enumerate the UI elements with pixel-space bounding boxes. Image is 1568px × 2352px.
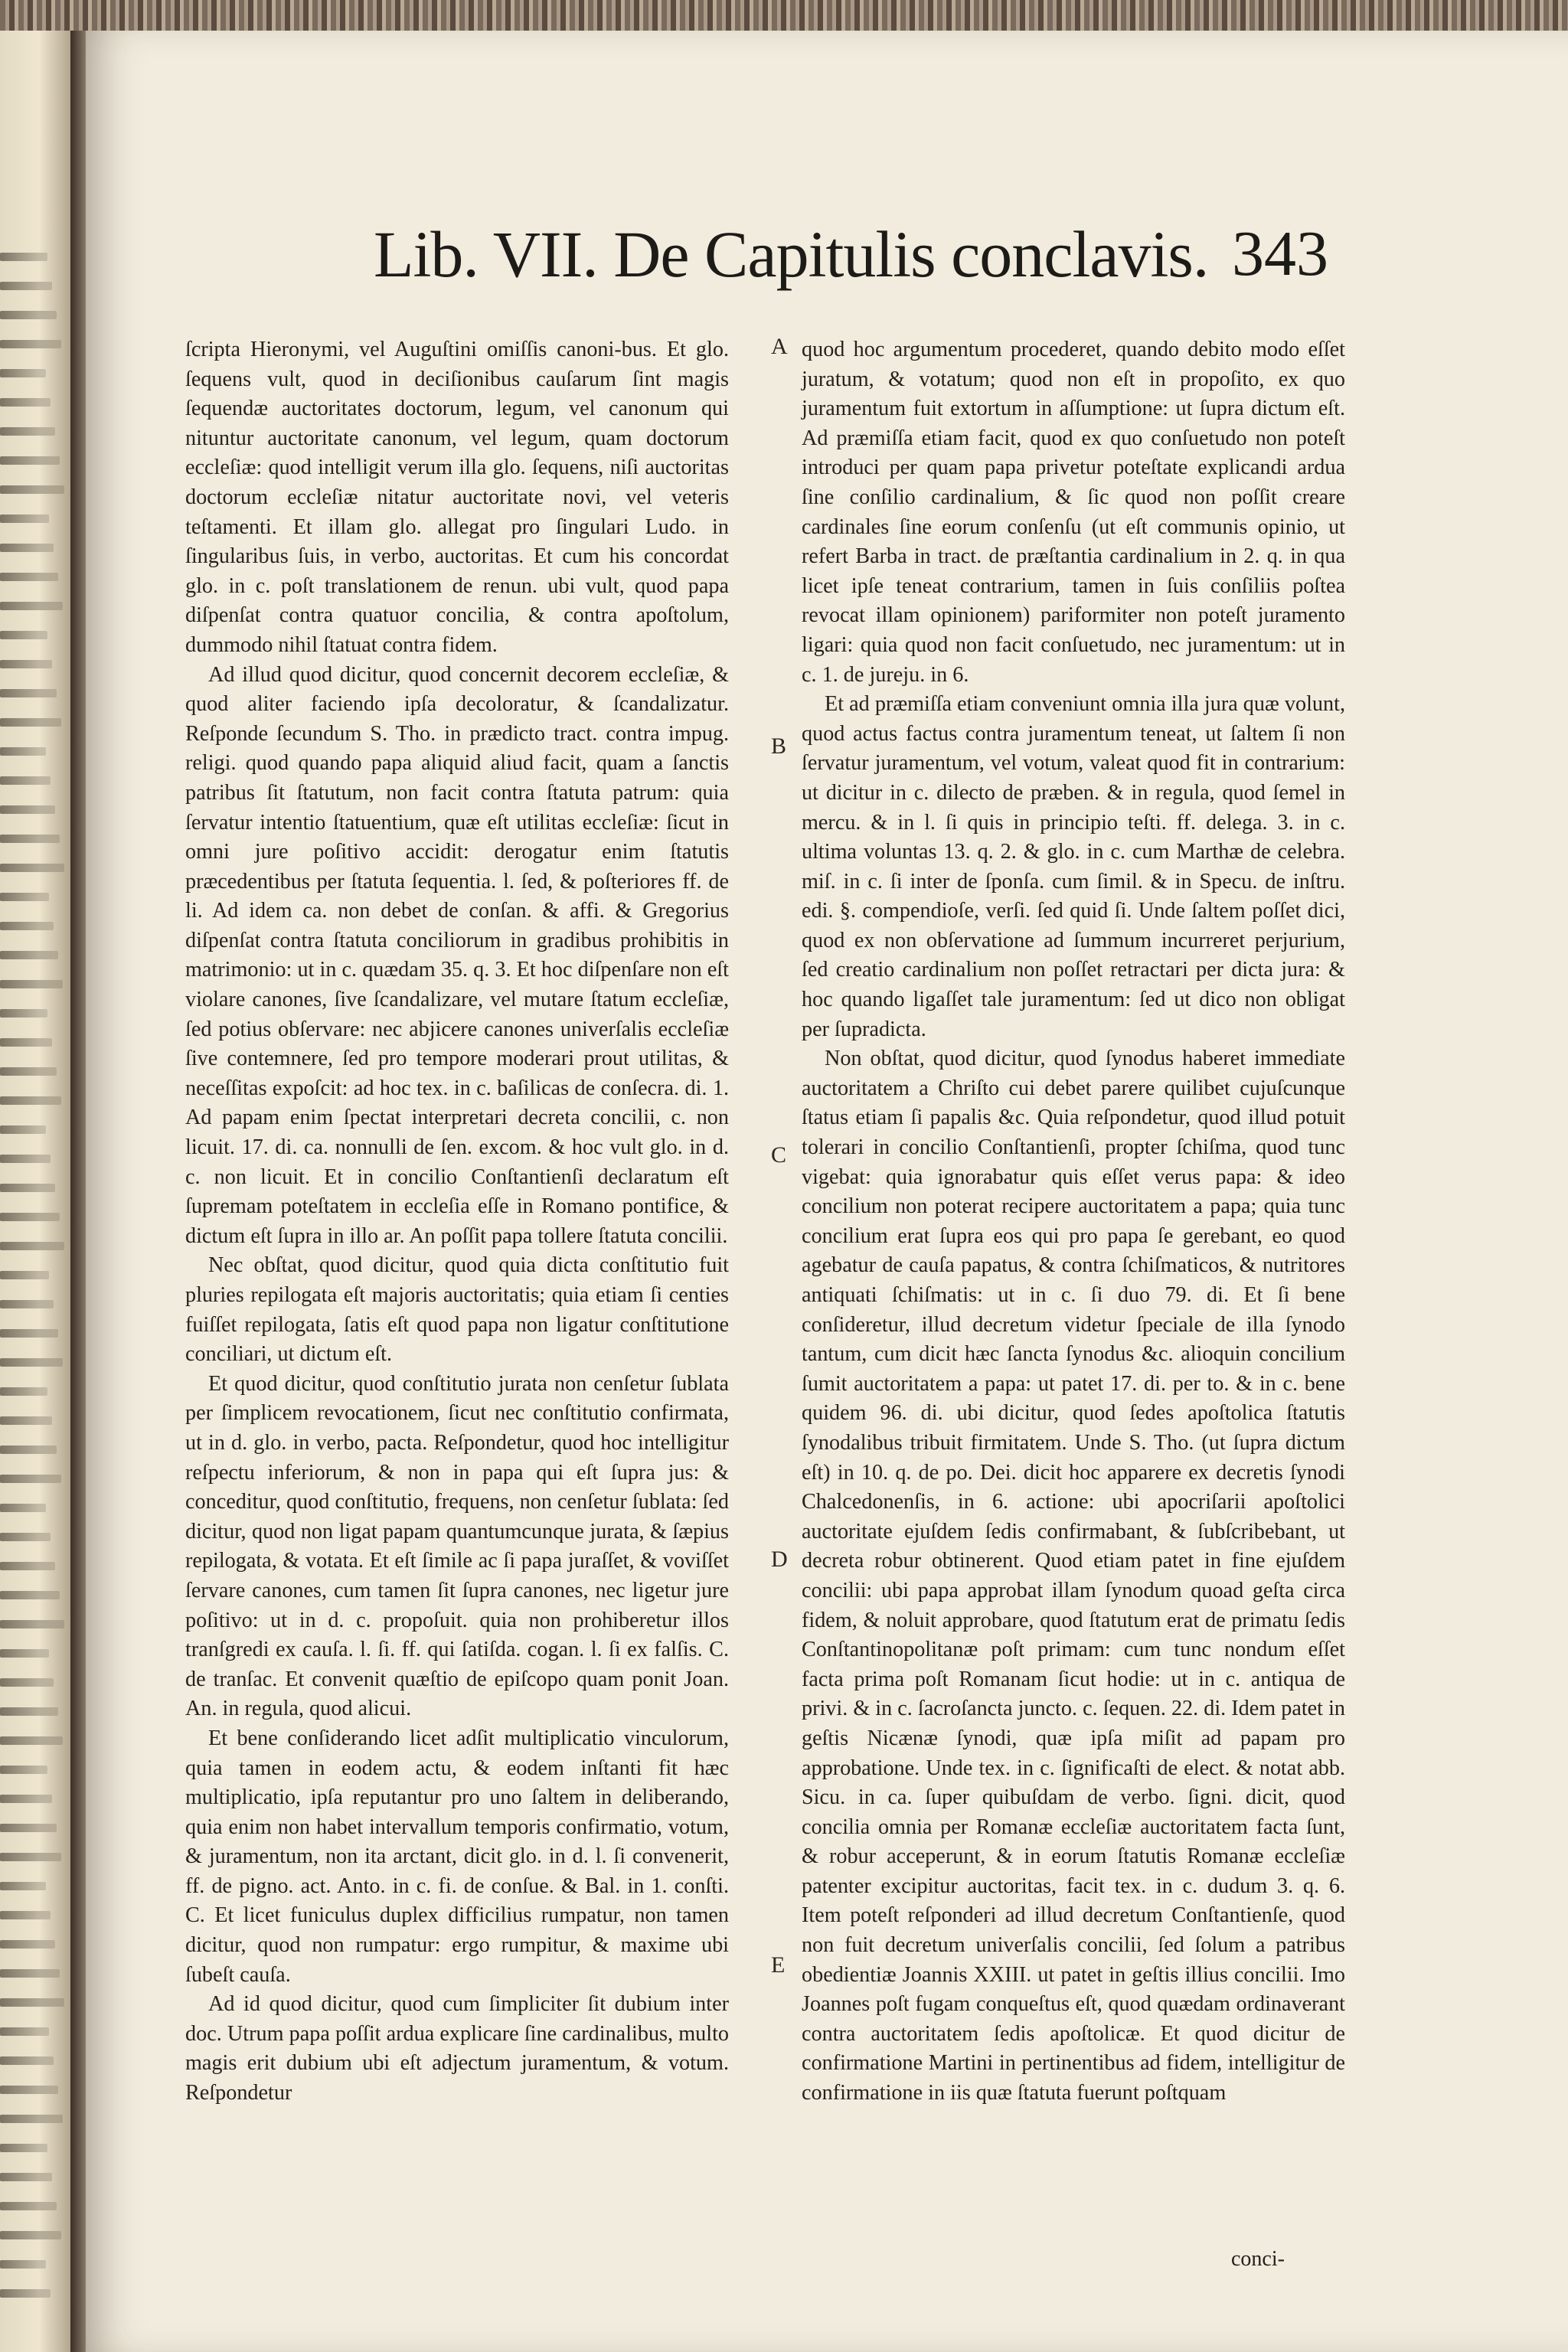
facing-page-text-line bbox=[0, 660, 52, 668]
facing-page-text-line bbox=[0, 1300, 54, 1308]
facing-page-text-line bbox=[0, 1271, 49, 1279]
facing-page-text-line bbox=[0, 1795, 52, 1803]
facing-page-text-line bbox=[0, 1766, 47, 1774]
facing-page-text-line bbox=[0, 2115, 63, 2123]
facing-page-text-line bbox=[0, 922, 54, 930]
facing-page-text-line bbox=[0, 1562, 55, 1570]
paragraph: Et bene conſiderando licet adſit multiplicatio vinculorum, quia tamen in eodem actu, & eodem inſtanti fit hæc multiplicatio, ipſa reputantur pro uno ſaltem in deliberando, quia enim non habet intervallum temporis confirmatio, votum, & juramentum, non ita arctant, dicit glo. in d. l. ſi convenerit, ff. de pigno. act. Anto. in c. fi. de conſue. & Bal. in 1. conſti. C. Et licet funiculus duplex difficilius rumpatur, non tamen dicitur, quod non rumpatur: ergo rumpitur, & maxime ubi ſubeſt cauſa. bbox=[185, 1726, 729, 1987]
facing-page-text-line bbox=[0, 369, 46, 377]
facing-page-text-line bbox=[0, 1620, 64, 1628]
facing-page-text-line bbox=[0, 1184, 55, 1192]
facing-page-edge bbox=[0, 31, 70, 2352]
paragraph: Et quod dicitur, quod conſtitutio jurata non cenſetur ſublata per ſimplicem revocationem, ſicut nec conſtitutio confirmata, ut in d. glo. in verbo, pacta. Reſpondetur, quod hoc intelligitur reſpectu inferiorum, & non in papa qui eſt ſupra jus: & conceditur, quod conſtitutio, frequens, non cenſetur ſublata: ſed dicitur, quod non ligat papam quantumcunque jurata, & ſæpius repilogata, & votata. Et eſt ſimile ac ſi papa juraſſet, & voviſſet ſervare canones, cum tamen ſit ſupra canones, nec ligetur jure poſitivo: ut in d. c. propoſuit. quia non prohiberetur illos tranſgredi ex cauſa. l. ſi. ff. qui ſatiſda. cogan. l. ſi ex falſis. C. de tranſac. Et convenit quæſtio de epiſcopo quam ponit Joan. An. in regula, quod alicui. bbox=[185, 1371, 729, 1721]
facing-page-text-line bbox=[0, 718, 61, 727]
margin-letter-e: E bbox=[771, 1952, 786, 1978]
paragraph: ſcripta Hieronymi, vel Auguſtini omiſſis canoni-bus. Et glo. ſequens vult, quod in deciſionibus cauſarum ſint magis ſequendæ auctoritates doctorum, legum, vel canonum qui nituntur auctoritate canonum, vel legum, quam doctorum eccleſiæ: quod intelligit verum illa glo. ſequens, niſi auctoritas doctorum eccleſiæ nitatur auctoritate novi, vel veteris teſtamenti. Et illam glo. allegat pro ſingulari Ludo. in ſingularibus ſuis, in verbo, auctoritas. Et cum his concordat glo. in c. poſt translationem de renun. ubi vult, quod papa diſpenſat contra quatuor concilia, & contra apoſtolum, dummodo nihil ſtatuat contra fidem. bbox=[185, 338, 729, 657]
left-column bbox=[185, 335, 729, 2109]
facing-page-text-line bbox=[0, 631, 47, 639]
facing-page-text-line bbox=[0, 253, 47, 261]
facing-page-text-line bbox=[0, 2144, 47, 2152]
paragraph: Ad illud quod dicitur, quod concernit decorem eccleſiæ, & quod aliter faciendo ipſa decoloratur, & ſcandalizatur. Reſponde ſecundum S. Tho. in prædicto tract. contra impug. religi. quod quando papa aliquid aliud facit, quam a ſanctis patribus ſit ſtatutum, non facit contra ſtatuta patrum: quia ſervatur intentio ſtatuentium, quæ eſt utilitas eccleſiæ: ſicut in omni jure poſitivo accidit: derogatur enim ſtatutis præcedentibus per ſtatuta ſequentia. l. ſed, & poſteriores ff. de li. Ad idem ca. non debet de conſan. & affi. & Gregorius diſpenſat contra ſtatuta conciliorum in gradibus prohibitis in matrimonio: ut in c. quædam 35. q. 3. Et hoc diſpenſare non eſt violare canones, ſive ſcandalizare, vel mutare ſtatum eccleſiæ, ſed potius obſervare: nec abjicere canones univerſalis eccleſiæ ſive contemnere, ſed pro tempore moderari prout utilitas, & neceſſitas expoſcit: ad hoc tex. in c. baſilicas de conſecra. di. 1. Ad papam enim ſpectat interpretari decreta concilii, c. non licuit. 17. di. ca. nonnulli de ſen. excom. & hoc vult glo. in d. c. non licuit. Et in concilio Conſtantienſi declaratum eſt ſupremam poteſtatem in eccleſia eſſe in Romano pontifice, & dictum eſt ſupra in illo ar. An poſſit papa tollere ſtatuta concilii. bbox=[185, 662, 729, 1248]
page-number: 343 bbox=[1232, 218, 1328, 289]
facing-page-text-line bbox=[0, 1911, 51, 1919]
facing-page-text-line bbox=[0, 340, 61, 348]
facing-page-text-line bbox=[0, 1067, 57, 1076]
facing-page-text-line bbox=[0, 893, 49, 901]
paragraph: Ad id quod dicitur, quod cum ſimpliciter ſit dubium inter doc. Utrum papa poſſit ardua explicare ſine cardinalibus, multo magis erit dubium ubi eſt adjectum juramentum, & votum. Reſpondetur bbox=[185, 1992, 729, 2105]
facing-page-text-line bbox=[0, 1155, 51, 1163]
running-header bbox=[86, 208, 1568, 315]
facing-page-text-line bbox=[0, 2202, 57, 2210]
facing-page-text-line bbox=[0, 602, 63, 610]
paragraph: quod hoc argumentum procederet, quando debito modo eſſet juratum, & votatum; quod non eſt in propoſito, ex quo juramentum fuit extortum in aſſumptione: ut ſupra dictum eſt. Ad præmiſſa etiam facit, quod ex quo conſuetudo non poteſt introduci per quam papa privetur poteſtate explicandi ardua ſine conſilio cardinalium, & ſic quod non poſſit creare cardinales ſine eorum conſenſu (ut eſt communis opinio, ut refert Barba in tract. de præſtantia cardinalium in 2. q. in qua licet ipſe teneat contrarium, tamen in ſuis conſiliis poſtea revocat illam opinionem) pariformiter non poteſt juramento ligari: quia quod non facit conſuetudo, nec juramentum: ut in c. 1. de jureju. in 6. bbox=[802, 338, 1345, 687]
facing-page-text-line bbox=[0, 1940, 55, 1949]
margin-letter-a: A bbox=[771, 334, 788, 359]
facing-page-text-line bbox=[0, 514, 49, 523]
facing-page-text-line bbox=[0, 864, 64, 872]
facing-page-text-line bbox=[0, 1853, 61, 1861]
facing-page-text-line bbox=[0, 1416, 52, 1425]
facing-page-text-line bbox=[0, 1446, 57, 1454]
book-page bbox=[86, 31, 1568, 2352]
facing-page-text-line bbox=[0, 2027, 49, 2036]
margin-letter-d: D bbox=[771, 1547, 788, 1572]
facing-page-text-line bbox=[0, 689, 57, 697]
facing-page-text-line bbox=[0, 1504, 46, 1512]
facing-page-text-line bbox=[0, 1998, 64, 2007]
right-column bbox=[802, 335, 1345, 2109]
facing-page-text-line bbox=[0, 2289, 51, 2298]
facing-page-text-line bbox=[0, 1882, 46, 1890]
facing-page-text-line bbox=[0, 485, 64, 494]
facing-page-text-line bbox=[0, 776, 51, 785]
facing-page-text-line bbox=[0, 951, 58, 959]
facing-page-text-line bbox=[0, 835, 60, 843]
paragraph: Non obſtat, quod dicitur, quod ſynodus haberet immediate auctoritatem a Chriſto cui debet parere quilibet cujuſcunque ſtatus etiam ſi papalis &c. Quia reſpondetur, quod illud potuit tolerari in concilio Conſtantienſi, propter ſchiſma, quod tunc vigebat: quia ignorabatur quis eſſet verus papa: & ideo concilium non poterat recipere auctoritatem a papa; quia tunc concilium erat ſupra eos qui pro papa ſe gerebant, eo quod agebatur de cauſa papatus, & contra ſchiſmaticos, & nutritores antiquati ſchiſmatis: ut in c. ſi duo 79. di. Et ſi bene conſideretur, illud decretum videtur ſpeciale de illa ſynodo tantum, cum dicit hæc ſancta ſynodus &c. alioquin concilium ſumit auctoritatem a papa: ut patet 17. di. per to. & in c. bene quidem 96. di. ubi dicitur, quod ſedes apoſtolica ſtatutis ſynodalibus tribuit firmitatem. Unde S. Tho. (ut ſupra dictum eſt) in 10. q. de po. Dei. dicit hoc apparere ex decretis ſynodi Chalcedonenſis, in 6. actione: ubi apocriſarii apoſtolici auctoritate ejuſdem ſedis confirmabant, & ſubſcribebant, ut decreta robur obtinerent. Quod etiam patet in fine ejuſdem concilii: ubi papa approbat illam ſynodum quoad geſta circa fidem, & noluit approbare, quod ſtatutum erat de primatu ſedis Conſtantinopolitanæ poſt primam: cum tunc nondum eſſet facta prima poſt Romanam ſicut hodie: ut in c. antiqua de privi. & in c. ſacroſancta juncto. c. ſequen. 22. di. Idem patet in geſtis Nicænæ ſynodi, quæ ipſa miſit ad papam pro approbatione. Unde tex. in c. ſignificaſti de elect. & notat abb. Sicu. in ca. ſuper quibuſdam de verbo. ſigni. dicit, quod concilia omnia per Romanæ eccleſiæ auctoritatem facta ſunt, & robur acceperunt, & in eorum ſtatutis Romanæ eccleſiæ patenter excipitur auctoritas, facit tex. in c. dudum 3. q. 6. Item poteſt reſponderi ad illud decretum Conſtantienſe, quod non fuit decretum univerſalis concilii, ſed ſolum a patribus obedientiæ Joannis XXIII. ut patet in geſtis illius concilii. Imo Joannes poſt fugam conqueſtus eſt, quod quædam ordinaverant contra auctoritatem ſedis apoſtolicæ. Et quod dicitur de confirmatione Martini in pertinentibus ad fidem, intelligitur de confirmatione in iis quæ ſtatuta fuerunt poſtquam bbox=[802, 1047, 1345, 2105]
facing-page-text-line bbox=[0, 2056, 54, 2065]
facing-page-text-line bbox=[0, 1096, 61, 1105]
facing-page-text-line bbox=[0, 311, 57, 319]
facing-page-text-line bbox=[0, 1969, 60, 1978]
facing-page-text-line bbox=[0, 1736, 63, 1745]
facing-page-text-line bbox=[0, 1824, 57, 1832]
facing-page-text-line bbox=[0, 1358, 63, 1367]
facing-page-text-line bbox=[0, 1213, 60, 1221]
facing-page-text-line bbox=[0, 980, 63, 988]
facing-page-text-line bbox=[0, 398, 51, 407]
facing-page-text-line bbox=[0, 1242, 64, 1250]
facing-page-text-line bbox=[0, 456, 60, 465]
facing-page-text-line bbox=[0, 1678, 54, 1687]
facing-page-text-line bbox=[0, 2173, 52, 2181]
facing-page-text-line bbox=[0, 1707, 58, 1716]
facing-page-text-line bbox=[0, 1009, 47, 1018]
facing-page-text-line bbox=[0, 1649, 49, 1658]
facing-page-text-line bbox=[0, 573, 58, 581]
facing-page-text-line bbox=[0, 1533, 51, 1541]
facing-page-text-line bbox=[0, 1125, 46, 1134]
facing-page-text-line bbox=[0, 805, 55, 814]
facing-page-text-line bbox=[0, 427, 55, 436]
paragraph: Et ad præmiſſa etiam conveniunt omnia illa jura quæ volunt, quod actus factus contra juramentum teneat, ut ſaltem ſi non ſervatur juramentum, vel votum, valeat quod fit in contrarium: ut dicitur in c. dilecto de præben. & in regula, quod ſemel in mercu. & in l. ſi quis in principio teſti. ff. delega. 3. in c. ultima voluntas 13. q. 2. & glo. in c. cum Marthæ de celebra. miſ. in c. ſi inter de ſponſa. cum ſimil. & in Specu. de inſtru. edi. §. compendioſe, verſi. ſed quid ſi. Unde ſaltem poſſet dici, quod ex non obſervatione ad ſummum incurreret perjurium, ſed creatio cardinalium non poſſet retractari per dicta jura: & hoc quando ligaſſet tale juramentum: ſed ut dico non obligat per ſupradicta. bbox=[802, 692, 1345, 1041]
facing-page-text-line bbox=[0, 1387, 47, 1396]
facing-page-text-line bbox=[0, 2231, 61, 2239]
facing-page-text-line bbox=[0, 1475, 61, 1483]
facing-page-text-line bbox=[0, 2086, 58, 2094]
facing-page-text-line bbox=[0, 2260, 46, 2269]
margin-letter-b: B bbox=[771, 733, 787, 759]
page-title: Lib. VII. De Capitulis conclavis. bbox=[374, 217, 1209, 291]
facing-page-text-line bbox=[0, 1591, 60, 1599]
facing-page-text-line bbox=[0, 747, 46, 756]
catchword: conci- bbox=[1231, 2247, 1285, 2271]
paragraph: Nec obſtat, quod dicitur, quod quia dicta conſtitutio fuit pluries repilogata eſt majoris auctoritatis; quia etiam ſi centies fuiſſet repilogata, ſatis eſt quod papa non ligatur conſtitutione conciliari, ut dictum eſt. bbox=[185, 1253, 729, 1367]
facing-page-text-line bbox=[0, 282, 52, 290]
facing-page-text-line bbox=[0, 1329, 58, 1338]
facing-page-text-line bbox=[0, 544, 54, 552]
facing-page-text-line bbox=[0, 1038, 52, 1047]
margin-letter-c: C bbox=[771, 1142, 787, 1168]
